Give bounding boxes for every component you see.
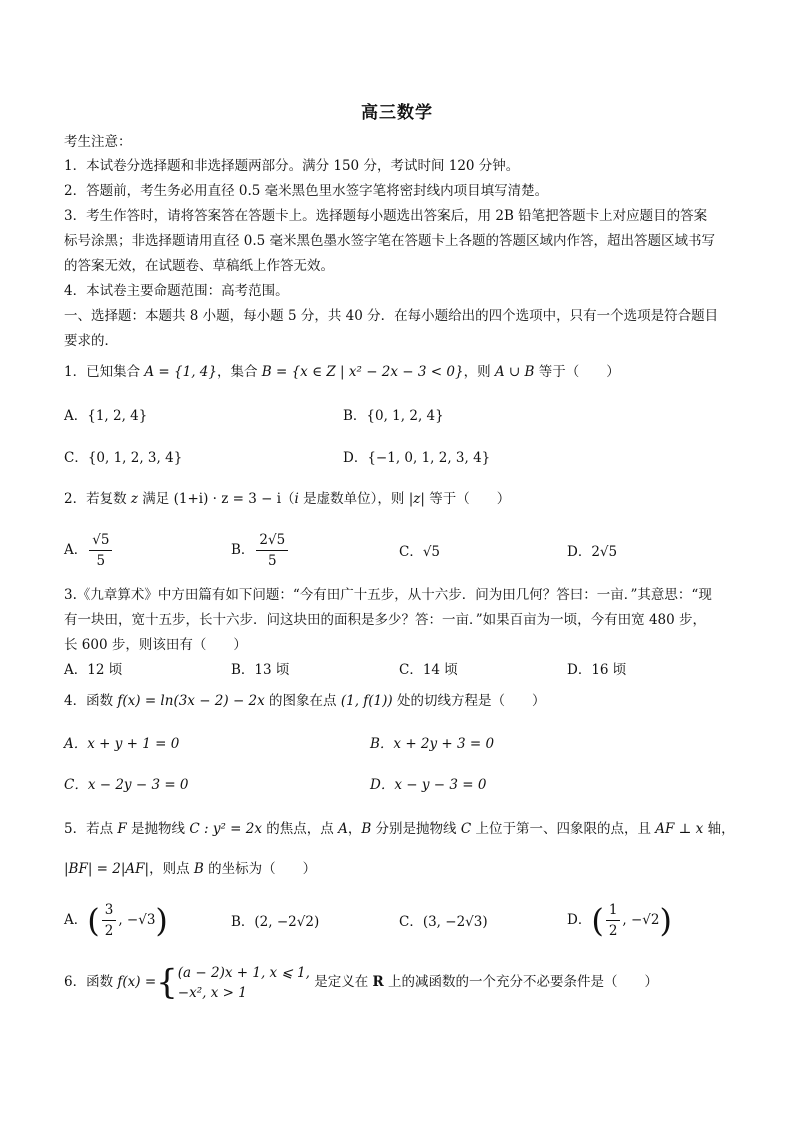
- section-1-line-1: 一、选择题：本题共 8 小题，每小题 5 分，共 40 分．在每小题给出的四个选项中，只有一个选项是符合题目: [64, 308, 719, 324]
- q5-b-again: B: [193, 861, 204, 877]
- q4-option-b: B．x + 2y + 3 = 0: [370, 736, 495, 752]
- q6-cases: [178, 963, 310, 1003]
- q1-text-1: 1．已知集合: [64, 364, 145, 380]
- q1-text-4: 等于（ ）: [534, 364, 620, 380]
- q4-option-d: D．x − y − 3 = 0: [370, 777, 487, 793]
- q2-option-b-numerator: 2√5: [256, 530, 288, 551]
- q2-option-b-denominator: 5: [268, 553, 277, 569]
- q6-text-2: 是定义在: [309, 974, 373, 990]
- q3-option-c: C．14 顷: [399, 662, 458, 678]
- q2-option-a-fraction: [89, 530, 112, 571]
- q5-option-d: [567, 900, 672, 941]
- q5-option-a: [64, 900, 168, 941]
- notice-item-3-line-1: 3．考生作答时，请将答案答在答题卡上。选择题每小题选出答案后，用 2B 铅笔把答题卡上对应题目的答案: [64, 208, 708, 224]
- q1-union: A ∪ B: [494, 364, 535, 380]
- q6-brace: {: [156, 962, 178, 1003]
- q3-option-d: D．16 顷: [567, 662, 627, 678]
- q4-text-1: 4．函数: [64, 693, 118, 709]
- q2-option-a: [64, 530, 114, 571]
- q4-option-c: C．x − 2y − 3 = 0: [64, 777, 189, 793]
- q5-option-d-left-paren: (: [591, 901, 604, 940]
- q2-text-1: 2．若复数: [64, 491, 131, 507]
- q5-text-3: 的焦点，点: [261, 821, 339, 837]
- q6-fx: f(x) =: [117, 974, 157, 990]
- question-5-line-2: [64, 858, 744, 880]
- q5-option-c: C．(3, −2√3): [399, 914, 488, 930]
- q2-equation: (1+i) · z = 3 − i: [173, 491, 282, 507]
- q2-z: z: [130, 491, 139, 507]
- q5-option-a-fraction: [102, 900, 117, 941]
- q5-option-a-numerator: 3: [102, 900, 117, 921]
- q5-text-7: 轴，: [703, 821, 735, 837]
- q1-text-3: ，则: [463, 364, 495, 380]
- q1-option-a: A．{1, 2, 4}: [64, 408, 148, 424]
- q5-b: B: [361, 821, 372, 837]
- page-title: 高三数学: [361, 103, 433, 123]
- q1-set-b: B = {x ∈ Z | x² − 2x − 3 < 0}: [261, 364, 464, 380]
- q5-option-a-tail: , −√3: [118, 912, 156, 928]
- notice-heading: 考生注意：: [64, 134, 132, 150]
- question-5-line-1: [64, 818, 744, 840]
- q5-option-b: B．(2, −2√2): [231, 914, 320, 930]
- q5-text-4: ，: [347, 821, 362, 837]
- notice-item-4: 4．本试卷主要命题范围：高考范围。: [64, 283, 289, 299]
- q2-option-a-denominator: 5: [96, 553, 106, 569]
- q2-text-4: 是虚数单位），则: [298, 491, 409, 507]
- question-1-stem: [64, 361, 744, 383]
- q5-text-2: 是抛物线: [126, 821, 190, 837]
- q5-option-a-left-paren: (: [87, 901, 100, 940]
- q1-option-b: B．{0, 1, 2, 4}: [343, 408, 444, 424]
- q5-text-9: 的坐标为（ ）: [203, 861, 317, 877]
- q5-option-d-fraction: [606, 900, 621, 941]
- q2-abs-z: |z|: [408, 491, 425, 507]
- q2-option-b-fraction: [256, 530, 288, 571]
- q1-set-a: A = {1, 4}: [144, 364, 217, 380]
- q3-option-b: B．13 顷: [231, 662, 290, 678]
- q6-case-1: (a − 2)x + 1, x ⩽ 1,: [177, 964, 310, 981]
- q5-text-6: 上位于第一、四象限的点，且: [471, 821, 656, 837]
- q2-option-a-label: A．: [64, 542, 88, 558]
- q4-function: f(x) = ln(3x − 2) − 2x: [117, 693, 265, 709]
- q3-option-a: A．12 顷: [64, 662, 123, 678]
- question-3-line-1: 3.《九章算术》中方田篇有如下问题：“今有田广十五步，从十六步．问为田几何？答曰：一亩．”其意思：“现: [64, 587, 712, 603]
- q2-option-c: C．√5: [399, 544, 441, 560]
- q5-parabola: C : y² = 2x: [189, 821, 262, 837]
- q4-option-a: A．x + y + 1 = 0: [64, 736, 180, 752]
- q6-text-1: 6．函数: [64, 974, 118, 990]
- q2-text-3: （: [281, 491, 295, 507]
- q5-text-8: ，则点: [149, 861, 194, 877]
- notice-item-1: 1．本试卷分选择题和非选择题两部分。满分 150 分，考试时间 120 分钟。: [64, 158, 520, 174]
- q2-option-d: D．2√5: [567, 544, 618, 560]
- question-3-line-3: 长 600 步，则该田有（ ）: [64, 637, 247, 653]
- q4-text-3: 处的切线方程是（ ）: [392, 693, 546, 709]
- q5-option-a-denominator: 2: [104, 923, 114, 939]
- q5-option-d-label: D．: [567, 912, 592, 928]
- q2-text-5: 等于（ ）: [424, 491, 511, 507]
- q2-option-b-label: B．: [231, 542, 255, 558]
- question-2-stem: [64, 488, 744, 510]
- section-1-line-2: 要求的．: [64, 333, 118, 349]
- notice-item-3-line-3: 的答案无效，在试题卷、草稿纸上作答无效。: [64, 258, 334, 274]
- question-6-stem: [64, 960, 744, 1005]
- q6-text-3: 上的减函数的一个充分不必要条件是（ ）: [383, 974, 659, 990]
- q6-r: R: [372, 974, 384, 990]
- q1-option-c: C．{0, 1, 2, 3, 4}: [64, 450, 183, 466]
- q6-case-2: −x², x > 1: [177, 984, 247, 1001]
- q2-text-2: 满足: [138, 491, 174, 507]
- q5-text-5: 分别是抛物线: [371, 821, 461, 837]
- q2-i: i: [294, 491, 299, 507]
- notice-item-3-line-2: 标号涂黑；非选择题请用直径 0.5 毫米黑色墨水签字笔在答题卡上各题的答题区域内作答，超出答题区域书写: [64, 233, 716, 249]
- q5-c: C: [460, 821, 472, 837]
- q4-point: (1, f(1)): [340, 693, 393, 709]
- q5-option-a-right-paren: ): [155, 901, 168, 940]
- question-3-line-2: 有一块田，宽十五步，长十六步．问这块田的面积是多少？答：一亩．”如果百亩为一顷，今有田宽 480 步，: [64, 612, 707, 628]
- q2-option-a-numerator: √5: [89, 530, 112, 551]
- question-4-stem: [64, 690, 744, 712]
- q4-text-2: 的图象在点: [264, 693, 341, 709]
- q1-option-d: D．{−1, 0, 1, 2, 3, 4}: [343, 450, 491, 466]
- q5-option-d-right-paren: ): [659, 901, 672, 940]
- q5-option-d-numerator: 1: [606, 900, 621, 921]
- notice-item-2: 2．答题前，考生务必用直径 0.5 毫米黑色里水签字笔将密封线内项目填写清楚。: [64, 183, 549, 199]
- q5-condition: |BF| = 2|AF|: [64, 861, 150, 877]
- q5-option-d-denominator: 2: [608, 923, 618, 939]
- q5-option-a-label: A．: [64, 912, 88, 928]
- q5-perpendicular: AF ⊥ x: [655, 821, 704, 837]
- q5-f: F: [117, 821, 127, 837]
- q5-a: A: [338, 821, 348, 837]
- q5-text-1: 5．若点: [64, 821, 118, 837]
- q5-option-d-tail: , −√2: [622, 912, 660, 928]
- q1-text-2: ，集合: [216, 364, 262, 380]
- q2-option-b: [231, 530, 290, 571]
